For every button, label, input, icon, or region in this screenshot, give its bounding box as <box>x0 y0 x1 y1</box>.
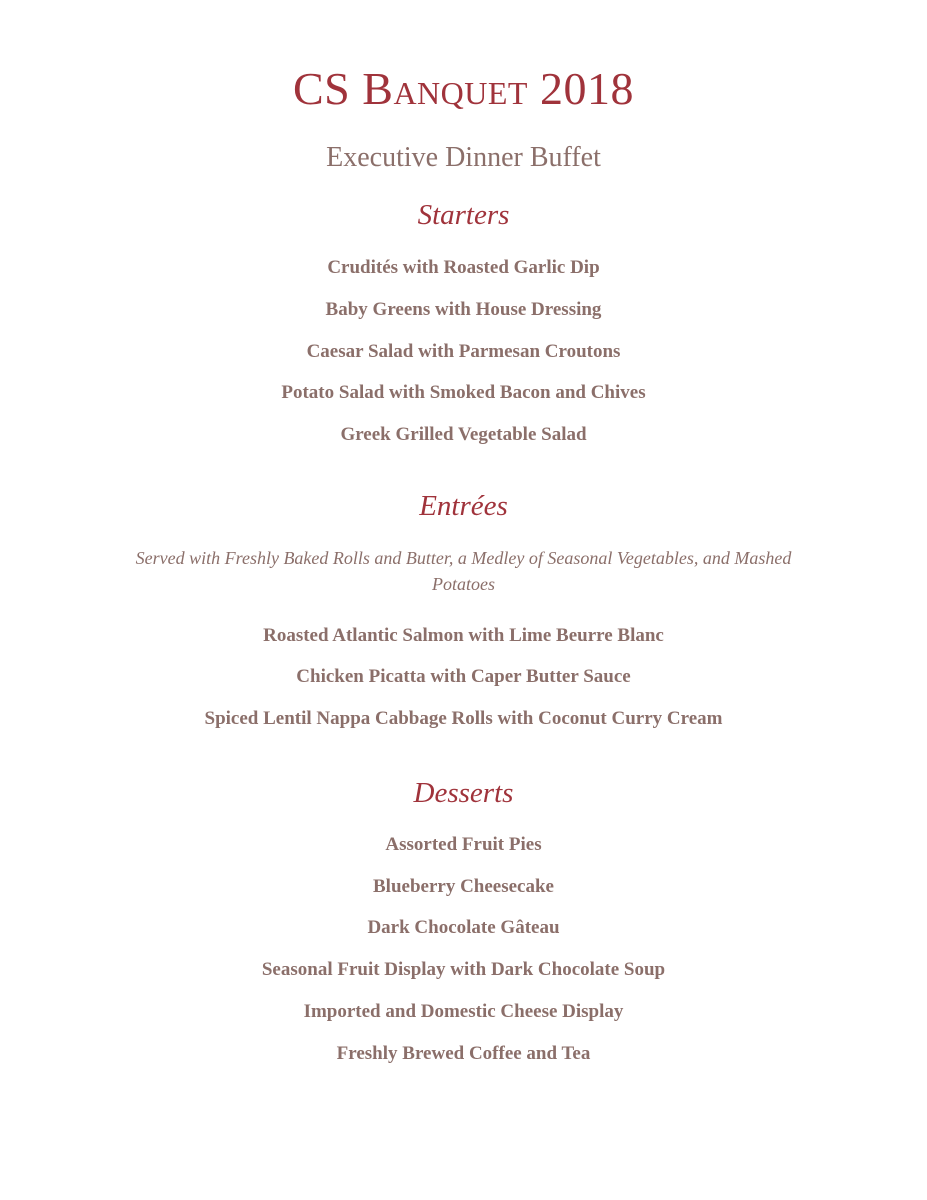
menu-item: Dark Chocolate Gâteau <box>367 917 560 938</box>
menu-item: Assorted Fruit Pies <box>385 834 542 855</box>
section-heading-desserts: Desserts <box>413 777 514 809</box>
menu-item: Imported and Domestic Cheese Display <box>303 1001 624 1022</box>
menu-item: Blueberry Cheesecake <box>373 876 554 897</box>
menu-item: Baby Greens with House Dressing <box>325 299 602 320</box>
menu-title: CS Banquet 2018 <box>293 63 634 114</box>
menu-item: Seasonal Fruit Display with Dark Chocolate Soup <box>261 959 666 980</box>
menu-item: Greek Grilled Vegetable Salad <box>340 424 587 445</box>
menu-item: Crudités with Roasted Garlic Dip <box>327 257 600 278</box>
menu-item: Caesar Salad with Parmesan Croutons <box>306 341 621 362</box>
menu-item: Spiced Lentil Nappa Cabbage Rolls with Coconut Curry Cream <box>204 708 723 729</box>
menu-item: Roasted Atlantic Salmon with Lime Beurre Blanc <box>263 625 664 646</box>
section-heading-starters: Starters <box>417 199 510 231</box>
section-heading-entrees: Entrées <box>419 490 508 522</box>
menu-subtitle: Executive Dinner Buffet <box>326 142 601 173</box>
menu-item: Potato Salad with Smoked Bacon and Chives <box>281 382 646 403</box>
menu-item: Chicken Picatta with Caper Butter Sauce <box>296 666 631 687</box>
entrees-note: Served with Freshly Baked Rolls and Butter, a Medley of Seasonal Vegetables, and Mashed Potatoes <box>135 548 792 594</box>
menu-item: Freshly Brewed Coffee and Tea <box>336 1043 591 1064</box>
